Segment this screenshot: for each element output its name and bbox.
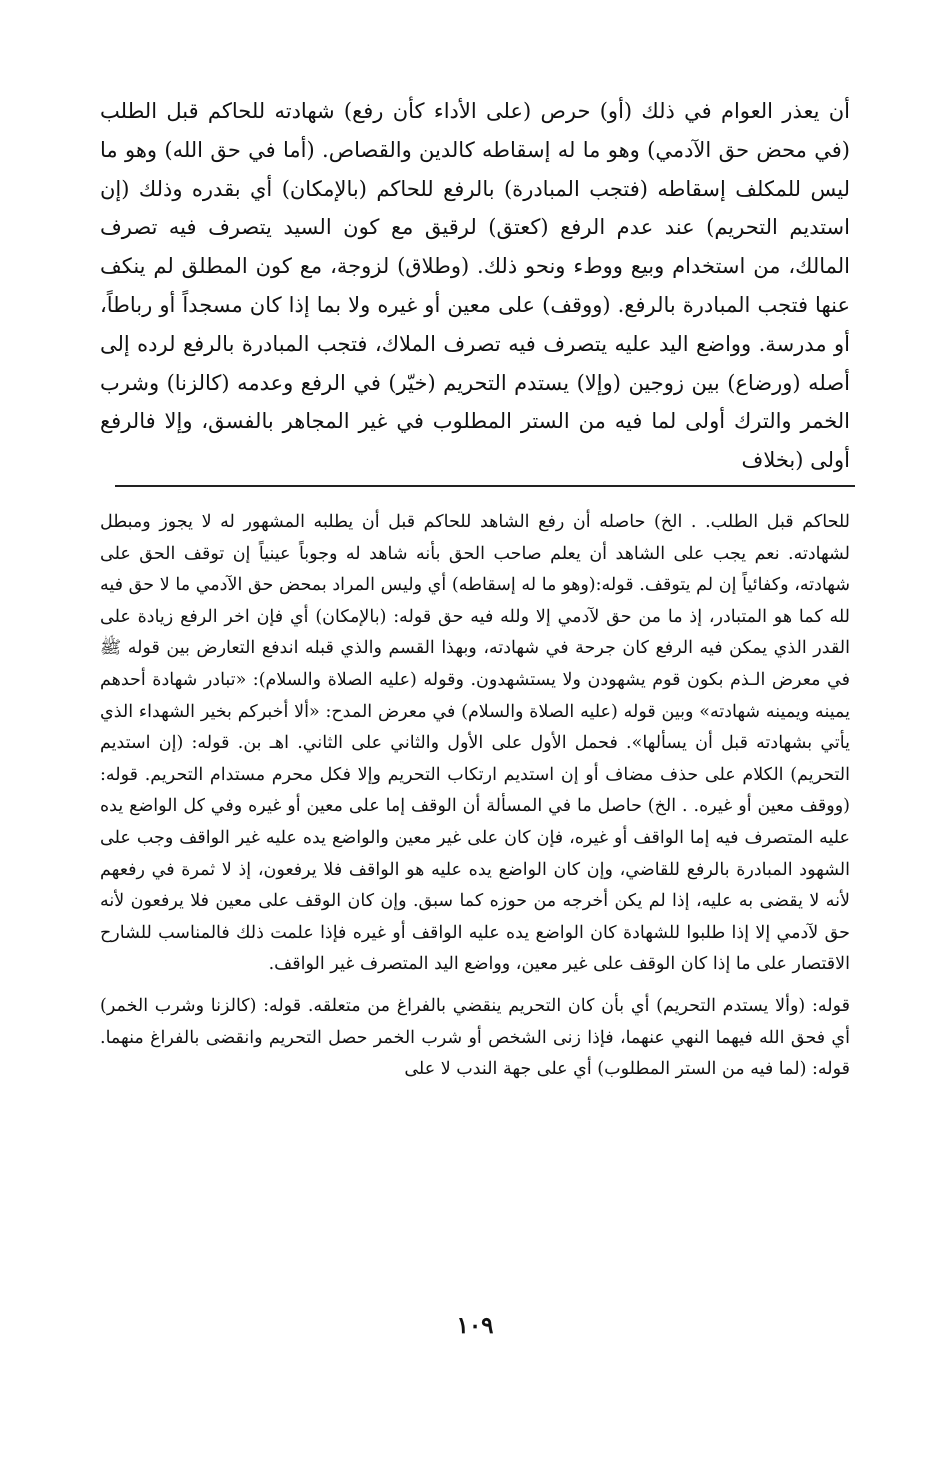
footnote-paragraph-1: للحاكم قبل الطلب. . الخ) حاصله أن رفع الشاهد للحاكم قبل أن يطلبه المشهور له لا يجوز ومبطل لشهادته. نعم يجب على الشاهد أن يعلم صاحب الحق بأنه شاهد له وجوباً عينياً إن توقف الحق على شهادته، وكفائياً إن لم يتوقف. قوله:(وهو ما له إسقاطه) أي وليس المراد بمحض حق الآدمي ما لا حق فيه لله كما هو المتبادر، إذ ما من حق لآدمي إلا ولله فيه حق قوله: (بالإمكان) أي فإن اخر الرفع زيادة على القدر الذي يمكن فيه الرفع كان جرحة في شهادته، وبهذا القسم والذي قبله اندفع التعارض بين قوله ﷺ في معرض الـذم بكون قوم يشهودن ولا يستشهدون. وقوله (عليه الصلاة والسلام): «تبادر شهادة أحدهم يمينه ويمينه شهادته» وبين قوله (عليه الصلاة والسلام) في معرض المدح: «ألا أخبركم بخير الشهداء الذي يأتي بشهادته قبل أن يسألها». فحمل الأول على الأول والثاني على الثاني. اهـ بن. قوله: (إن استديم التحريم) الكلام على حذف مضاف أو إن استديم ارتكاب التحريم وإلا فكل محرم مستدام التحريم. قوله: (ووقف معين أو غيره. . الخ) حاصل ما في المسألة أن الوقف إما على معين أو غيره وفي كل الواضع يده عليه المتصرف فيه إما الواقف أو غيره، فإن كان على غير معين والواضع يده عليه غير الواقف وجب على الشهود المبادرة بالرفع للقاضي، وإن كان الواضع يده عليه هو الواقف فلا يرفعون، إذ لا ثمرة في رفعهم لأنه لا يقضى به عليه، إذا لم يكن أخرجه من حوزه كما سبق. وإن كان الوقف على معين فلا يرفعون لأنه حق لآدمي إلا إذا طلبوا للشهادة كان الواضع يده عليه الواقف أو غيره فإذا علمت ذلك فالمناسب للشارح الاقتصار على ما إذا كان الوقف على غير معين، وواضع اليد المتصرف غير الواقف. (100, 512, 850, 975)
footnotes-section (100, 507, 850, 1086)
page-number: ١٠٩ (456, 1312, 494, 1339)
footnote-paragraph-2: قوله: (وألا يستدم التحريم) أي بأن كان التحريم ينقضي بالفراغ من متعلقه. قوله: (كالزنا وشرب الخمر) أي فحق الله فيهما النهي عنهما، فإذا زنى الشخص أو شرب الخمر حصل التحريم وانقضى بالفراغ منهما. قوله: (لما فيه من الستر المطلوب) أي على جهة الندب لا على (100, 995, 850, 1080)
footnote-divider (115, 485, 855, 487)
main-text-paragraph: أن يعذر العوام في ذلك (أو) حرص (على الأداء كأن رفع) شهادته للحاكم قبل الطلب (في محض حق الآدمي) وهو ما له إسقاطه كالدين والقصاص. (أما في حق الله) وهو ما ليس للمكلف إسقاطه (فتجب المبادرة) بالرفع للحاكم (بالإمكان) أي بقدره وذلك (إن استديم التحريم) عند عدم الرفع (كعتق) لرقيق مع كون السيد يتصرف فيه تصرف المالك، من استخدام وبيع ووطء ونحو ذلك. (وطلاق) لزوجة، مع كون المطلق لم ينكف عنها فتجب المبادرة بالرفع. (ووقف) على معين أو غيره ولا بما إذا كان مسجداً أو رباطاً، أو مدرسة. وواضع اليد عليه يتصرف فيه تصرف الملاك، فتجب المبادرة بالرفع لرده إلى أصله (ورضاع) بين زوجين (وإلا) يستدم التحريم (خيّر) في الرفع وعدمه (كالزنا) وشرب الخمر والترك أولى لما فيه من الستر المطلوب في غير المجاهر بالفسق، وإلا فالرفع أولى (بخلاف (100, 99, 850, 473)
